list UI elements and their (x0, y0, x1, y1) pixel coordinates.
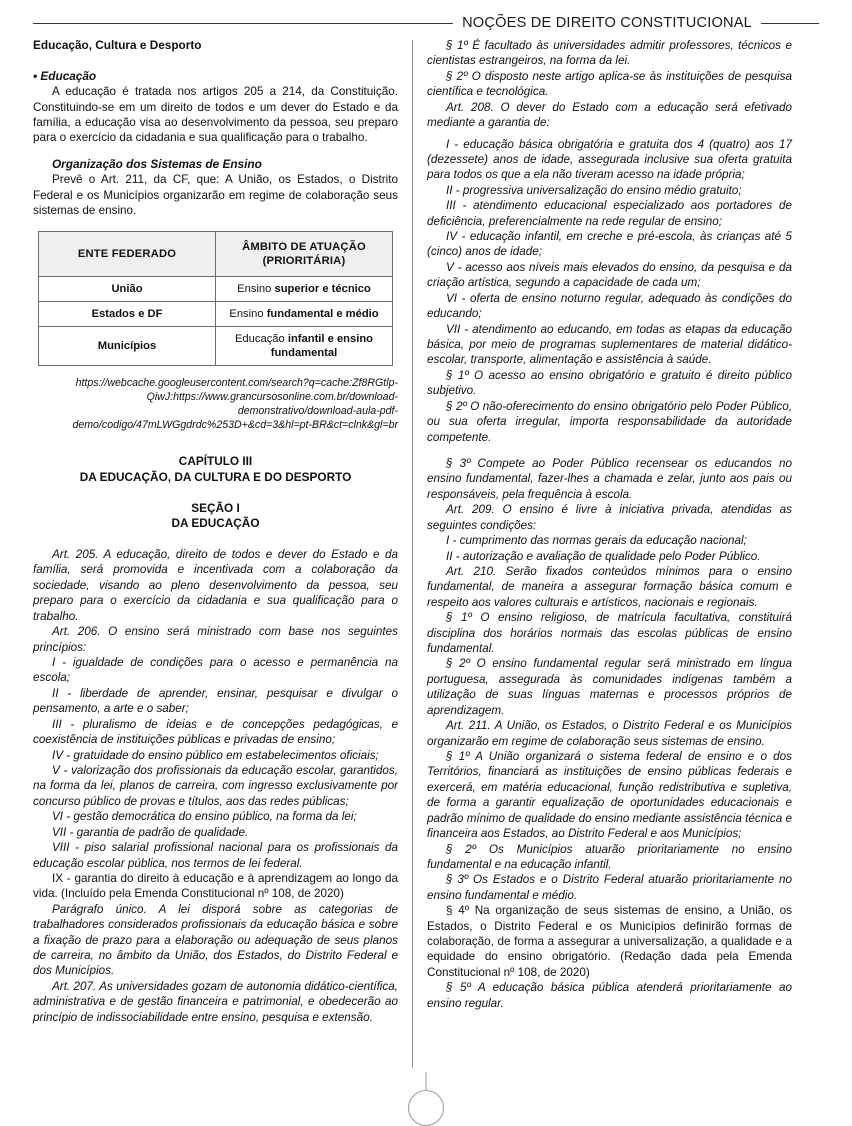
article-206-item-ii: II - liberdade de aprender, ensinar, pesquisar e divulgar o pensamento, a arte e o saber; (33, 686, 398, 716)
article-206-item-iii: III - pluralismo de ideias e de concepções pedagógicas, e coexistência de instituições públicas e privadas de ensino; (33, 717, 398, 747)
table-header-ambito-line1: ÂMBITO DE ATUAÇÃO (242, 240, 366, 253)
section-heading-line1: SEÇÃO I (191, 500, 240, 515)
article-208: Art. 208. O dever do Estado com a educação será efetivado mediante a garantia de: (427, 100, 792, 130)
table-header-ambito-atuacao (216, 231, 393, 276)
spacer (427, 445, 792, 456)
article-208-paragraph-3: § 3º Compete ao Poder Público recensear os educandos no ensino fundamental, fazer-lhes a chamada e zelar, junto aos pais ou responsáveis, pela frequência à escola. (427, 456, 792, 501)
ente-federado-table (38, 231, 393, 367)
article-211-paragraph-5: § 5º A educação básica pública atenderá prioritariamente ao ensino regular. (427, 981, 792, 1010)
article-206-item-iv: IV - gratuidade do ensino público em estabelecimentos oficiais; (52, 748, 379, 762)
article-206: Art. 206. O ensino será ministrado com base nos seguintes princípios: (33, 625, 398, 654)
article-205: Art. 205. A educação, direito de todos e dever do Estado e da família, será promovida e incentivada com a colaboração da sociedade, visando ao pleno desenvolvimento da pessoa, seu preparo para o exercício da cidadania e sua qualificação para o trabalho. (33, 548, 398, 623)
table-row (39, 301, 393, 326)
chapter-heading-line2: DA EDUCAÇÃO, DA CULTURA E DO DESPORTO (79, 470, 352, 484)
page-title: NOÇÕES DE DIREITO CONSTITUCIONAL (462, 15, 752, 31)
table-cell-ente: União (39, 276, 216, 301)
article-209: Art. 209. O ensino é livre à iniciativa privada, atendidas as seguintes condições: (427, 503, 792, 532)
table-cell-ambito (216, 276, 393, 301)
table-row (39, 276, 393, 301)
table-cell-ambito-plain: Ensino (229, 307, 267, 320)
page-number-stem (426, 1072, 427, 1092)
table-cell-ambito-plain: Educação (234, 333, 288, 346)
article-208-item-iii: III - atendimento educacional especializado aos portadores de deficiência, preferencialmente na rede regular de ensino; (427, 199, 792, 228)
section-heading-educacao-cultura-desporto: Educação, Cultura e Desporto (33, 38, 202, 52)
table-cell-ambito-bold: fundamental e médio (266, 307, 379, 320)
article-210-paragraph-1: § 1º O ensino religioso, de matrícula facultativa, constituirá disciplina dos horários normais das escolas públicas de ensino fundamental. (427, 611, 792, 656)
article-208-item-i: I - educação básica obrigatória e gratuita dos 4 (quatro) aos 17 (dezessete) anos de idade, assegurada inclusive sua oferta gratuita para todos os que a ela não tiveram acesso na idade própria; (427, 137, 792, 182)
table-cell-ente: Municípios (39, 327, 216, 366)
table-cell-ambito-plain: Ensino (237, 282, 275, 295)
article-211-paragraph-4: § 4º Na organização de seus sistemas de ensino, a União, os Estados, o Distrito Federal e os Municípios definirão formas de colaboração, de forma a assegurar a universalização, a qualidade e a equidade do ensino obrigatório. (Redação dada pela Emenda Constitucional nº 108, de 2020) (427, 904, 792, 979)
article-211-paragraph-2: § 2º Os Municípios atuarão prioritariamente no ensino fundamental e na educação infantil. (427, 842, 792, 871)
table-header-row (39, 231, 393, 276)
article-211: Art. 211. A União, os Estados, o Distrito Federal e os Municípios organizarão em regime de colaboração seus sistemas de ensino. (427, 719, 792, 748)
article-206-item-vii: VII - garantia de padrão de qualidade. (52, 825, 249, 839)
article-206-item-vi: VI - gestão democrática do ensino público, na forma da lei; (52, 810, 357, 824)
article-211-paragraph-1: § 1º A União organizará o sistema federal de ensino e o dos Territórios, financiará as instituições de ensino públicas federais e exercerá, em matéria educacional, função redistributiva e supletiva, de forma a garantir equalização de oportunidades educacionais e padrão mínimo de qualidade do ensino mediante assistência técnica e financeira aos Estados, ao Distrito Federal e aos Municípios; (427, 749, 792, 841)
left-column (33, 38, 412, 1068)
article-206-paragrafo-unico: Parágrafo único. A lei disporá sobre as categorias de trabalhadores considerados profissionais da educação básica e sobre a fixação de prazo para a elaboração ou adequação de seus planos de carreira, no âmbito da União, dos Estados, do Distrito Federal e dos Municípios. (33, 902, 398, 978)
article-206-item-viii: VIII - piso salarial profissional nacional para os profissionais da educação escolar pública, nos termos de lei federal. (33, 841, 398, 870)
right-column (413, 38, 792, 1068)
ente-federado-table-wrapper (33, 231, 398, 367)
table-cell-ambito-bold: superior e técnico (274, 282, 371, 295)
paragraph-intro: A educação é tratada nos artigos 205 a 214, da Constituição. Constituindo-se em um direito de todos e um dever do Estado e da família, a educação visa ao desenvolvimento da pessoa, seu preparo para o exercício da cidadania e sua qualificação para o trabalho. (33, 85, 398, 145)
article-208-item-iv: IV - educação infantil, em creche e pré-escola, às crianças até 5 (cinco) anos de idade; (427, 230, 792, 259)
spacer (33, 146, 398, 157)
spacer (33, 432, 398, 454)
table-cell-ambito (216, 327, 393, 366)
article-209-item-ii: II - autorização e avaliação de qualidade pelo Poder Público. (446, 549, 761, 563)
article-208-item-ii: II - progressiva universalização do ensino médio gratuito; (446, 183, 742, 197)
spacer (33, 54, 398, 69)
article-207: Art. 207. As universidades gozam de autonomia didático-científica, administrativa e de gestão financeira e patrimonial, e obedecerão ao princípio de indissociabilidade entre ensino, pesquisa e extensão. (33, 979, 398, 1024)
article-208-item-vii: VII - atendimento ao educando, em todas as etapas da educação básica, por meio de programas suplementares de material didático-escolar, transporte, alimentação e assistência à saúde. (427, 322, 792, 367)
article-206-item-i: I - igualdade de condições para o acesso e permanência na escola; (33, 656, 398, 685)
article-207-paragraph-1: § 1º É facultado às universidades admitir professores, técnicos e cientistas estrangeiros, na forma da lei. (427, 39, 792, 68)
paragraph-organizacao: Prevê o Art. 211, da CF, que: A União, os Estados, o Distrito Federal e os Municípios organizarão em regime de colaboração seus sistemas de ensino. (33, 173, 398, 218)
table-cell-ente: Estados e DF (39, 301, 216, 326)
header-rule-left (33, 23, 453, 24)
article-208-item-v: V - acesso aos níveis mais elevados do ensino, da pesquisa e da criação artística, segundo a capacidade de cada um; (427, 260, 792, 290)
chapter-heading-line1: CAPÍTULO III (178, 454, 253, 469)
table-header-ente-federado: ENTE FEDERADO (39, 231, 216, 276)
article-210: Art. 210. Serão fixados conteúdos mínimos para o ensino fundamental, de maneira a assegurar formação básica comum e respeito aos valores culturais e artísticos, nacionais e regionais. (427, 564, 792, 609)
table-cell-ambito (216, 301, 393, 326)
article-206-item-v: V - valorização dos profissionais da educação escolar, garantidos, na forma da lei, planos de carreira, com ingresso exclusivamente por concurso público de provas e títulos, aos das redes públicas; (33, 763, 398, 808)
article-208-paragraph-2: § 2º O não-oferecimento do ensino obrigatório pelo Poder Público, ou sua oferta irregular, importa responsabilidade da autoridade competente. (427, 399, 792, 444)
table-header-ambito-line2: (PRIORITÁRIA) (262, 254, 346, 267)
body-columns (33, 38, 819, 1068)
article-210-paragraph-2: § 2º O ensino fundamental regular será ministrado em língua portuguesa, assegurada às comunidades indígenas também a utilização de suas línguas maternas e processos próprios de aprendizagem. (427, 657, 792, 717)
running-header (33, 10, 819, 36)
table-cell-ambito-bold: infantil e ensino fundamental (270, 333, 374, 360)
section-heading-line2: DA EDUCAÇÃO (171, 516, 260, 531)
article-211-paragraph-3: § 3º Os Estados e o Distrito Federal atuarão prioritariamente no ensino fundamental e médio. (427, 873, 792, 902)
article-209-item-i: I - cumprimento das normas gerais da educação nacional; (446, 534, 747, 548)
bullet-heading-educacao: • Educação (33, 68, 97, 83)
source-url-caption: https://webcache.googleusercontent.com/search?q=cache:Zf8RGtlp-QiwJ:https://www.grancursosonline.com.br/download-demonstrativo/download-aula-pdf-demo/codigo/47mLWGgdrdc%253D+&cd=3&hl=pt-BR&ct=clnk&gl=br (72, 377, 398, 431)
table-row (39, 327, 393, 366)
page-number-ornament (408, 1090, 444, 1126)
spacer (33, 486, 398, 501)
spacer (33, 532, 398, 547)
article-206-item-ix: IX - garantia do direito à educação e à aprendizagem ao longo da vida. (Incluído pela Emenda Constitucional nº 108, de 2020) (33, 871, 398, 901)
subheading-organizacao-sistemas-ensino: Organização dos Sistemas de Ensino (52, 156, 262, 171)
article-207-paragraph-2: § 2º O disposto neste artigo aplica-se às instituições de pesquisa científica e tecnológica. (427, 69, 792, 99)
article-208-item-vi: VI - oferta de ensino noturno regular, adequado às condições do educando; (427, 291, 792, 321)
header-rule-right (761, 23, 819, 24)
article-208-paragraph-1: § 1º O acesso ao ensino obrigatório e gratuito é direito público subjetivo. (427, 368, 792, 398)
